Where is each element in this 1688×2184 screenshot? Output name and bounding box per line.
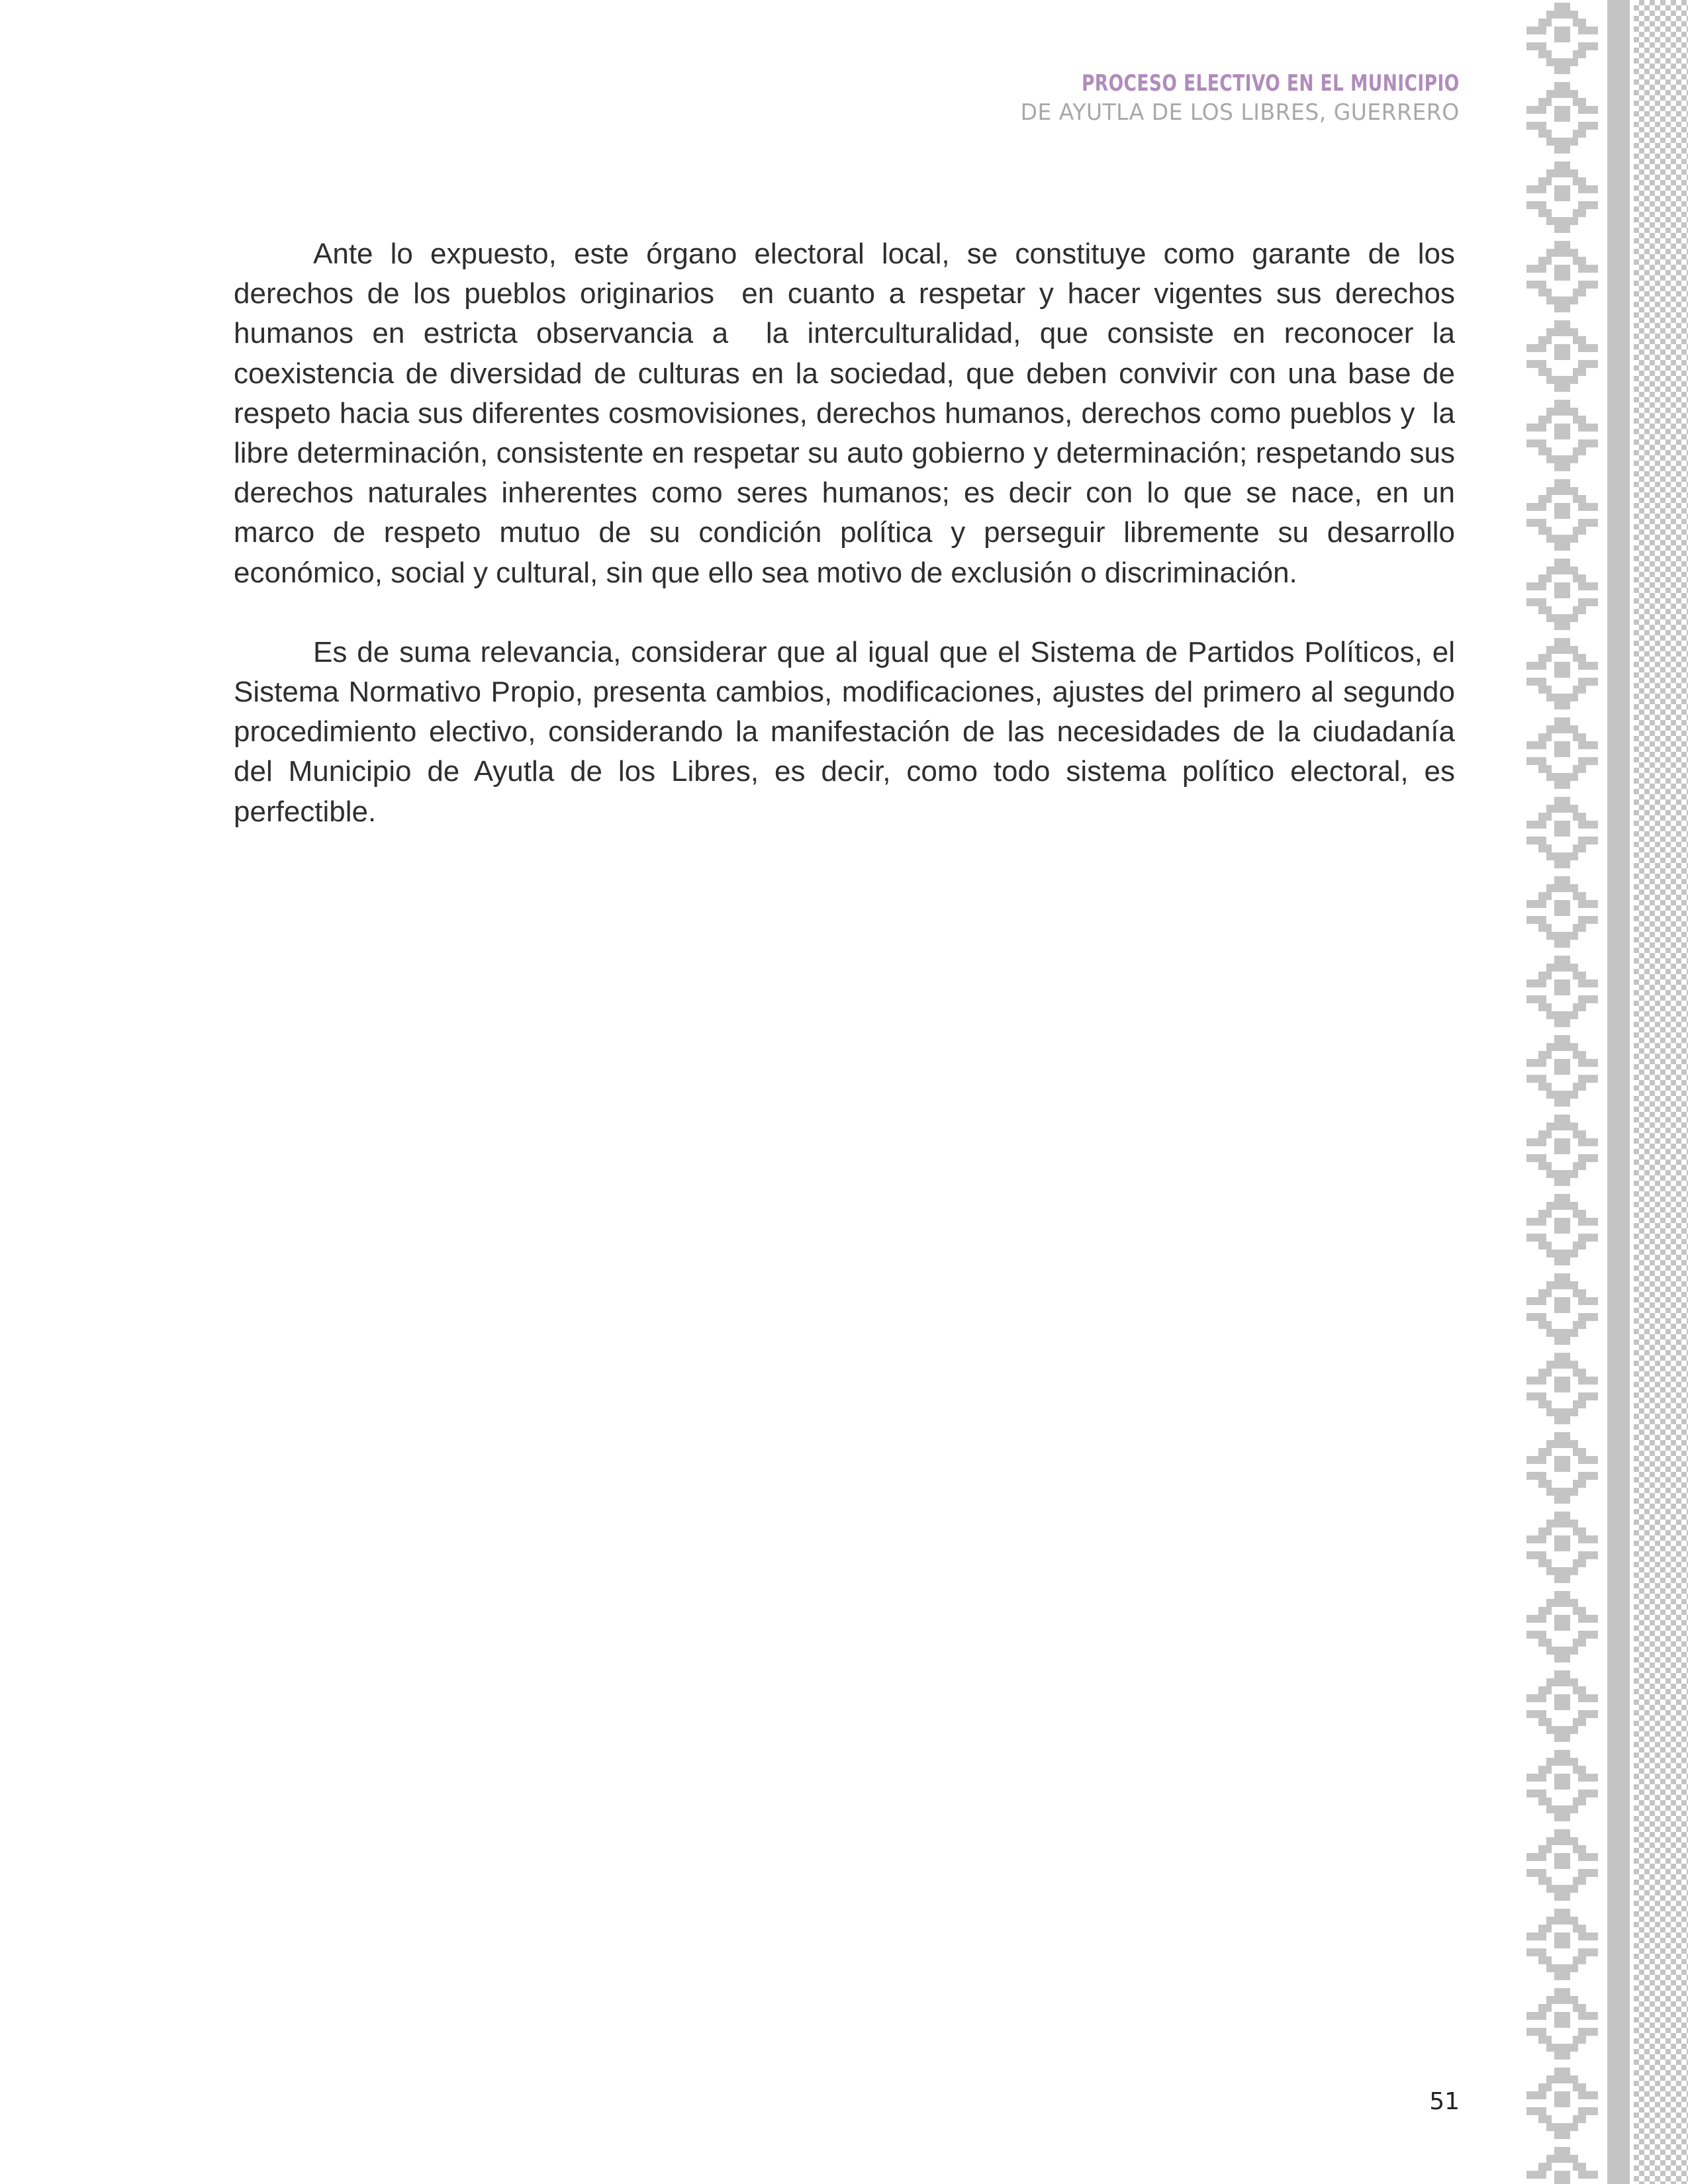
- running-header-subtitle: DE AYUTLA DE LOS LIBRES, GUERRERO: [1020, 99, 1460, 126]
- body-text: [234, 234, 1464, 872]
- decorative-side-border: [1523, 0, 1688, 2184]
- border-solid-stripe: [1607, 0, 1630, 2184]
- running-header-title: PROCESO ELECTIVO EN EL MUNICIPIO: [1082, 70, 1460, 97]
- page-number: 51: [1429, 2088, 1460, 2115]
- running-header: [975, 69, 1460, 127]
- paragraph-1: Ante lo expuesto, este órgano electoral local, se constituye como garante de los derechos de los pueblos originarios en cuanto a respetar y hacer vigentes sus derechos humanos en estricta observancia a la interculturalidad, que consiste en reconocer la coexistencia de diversidad de culturas en la sociedad, que deben convivir con una base de respeto hacia sus diferentes cosmovisiones, derechos humanos, derechos como pueblos y la libre determinación, consistente en respetar su auto gobierno y determinación; respetando sus derechos naturales inherentes como seres humanos; es decir con lo que se nace, en un marco de respeto mutuo de su condición política y perseguir libremente su desarrollo económico, social y cultural, sin que ello sea motivo de exclusión o discriminación.: [234, 238, 1464, 589]
- paragraph-2: Es de suma relevancia, considerar que al igual que el Sistema de Partidos Políticos, el Sistema Normativo Propio, presenta cambios, modificaciones, ajustes del primero al segundo procedimiento electivo, considerando la manifestación de las necesidades de la ciudadanía del Municipio de Ayutla de los Libres, es decir, como todo sistema político electoral, es perfectible.: [234, 635, 1464, 828]
- border-checker-column: [1634, 0, 1688, 2184]
- border-motif-column: [1523, 0, 1602, 2184]
